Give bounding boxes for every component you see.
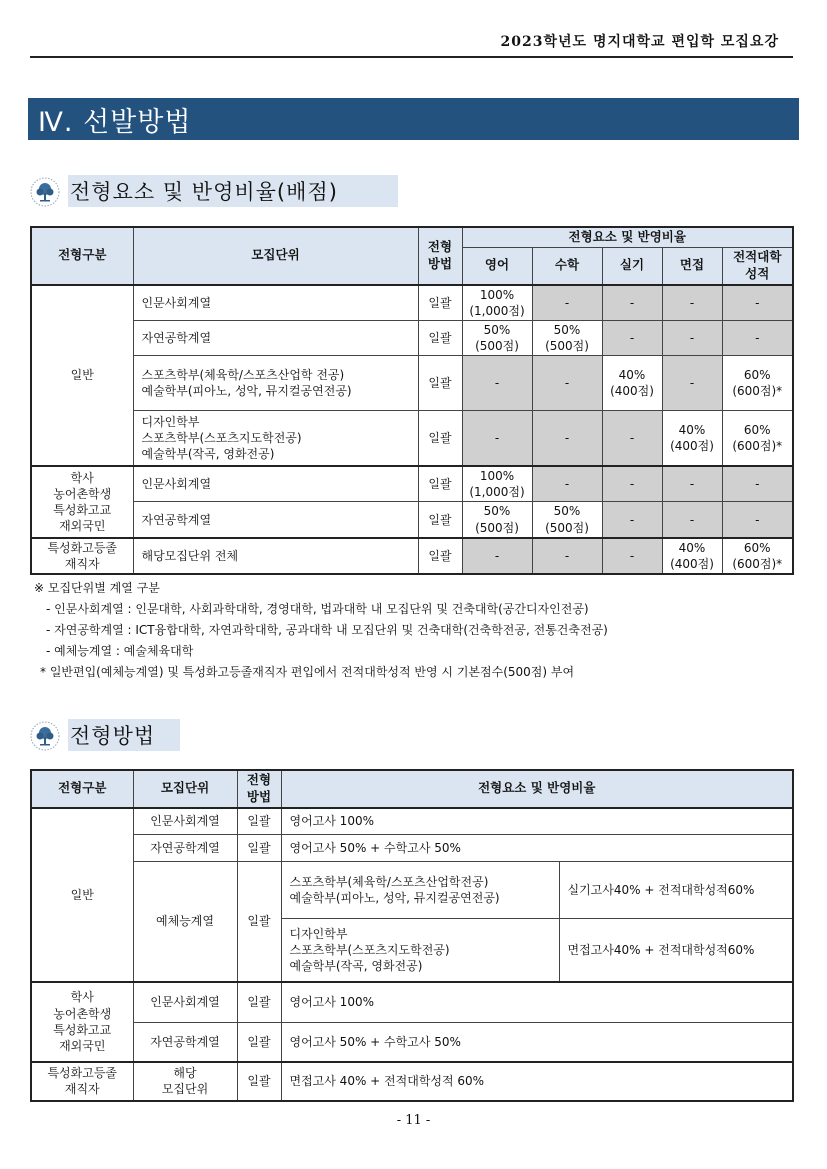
unit-cell: 인문사회계열 xyxy=(133,285,418,321)
method-cell: 일괄 xyxy=(418,538,462,574)
unit-cell: 인문사회계열 xyxy=(133,808,237,835)
math-cell: - xyxy=(532,538,602,574)
practical-cell: - xyxy=(602,321,662,356)
elements-cell: 실기고사40% + 전적대학성적60% xyxy=(559,862,793,919)
unit-cell: 인문사회계열 xyxy=(133,982,237,1023)
gpa-cell: 60% (600점)* xyxy=(722,411,793,466)
practical-cell: - xyxy=(602,285,662,321)
unit-cell: 해당 모집단위 xyxy=(133,1062,237,1101)
header-interview: 면접 xyxy=(662,247,722,284)
method-cell: 일괄 xyxy=(237,1023,281,1062)
math-cell: 50% (500점) xyxy=(532,502,602,538)
section-title-box xyxy=(68,175,398,207)
method-cell: 일괄 xyxy=(237,862,281,982)
interview-cell: - xyxy=(662,321,722,356)
header-method: 전형 방법 xyxy=(237,770,281,808)
table-row xyxy=(31,285,793,321)
english-cell: - xyxy=(462,538,532,574)
gpa-cell: 60% (600점)* xyxy=(722,538,793,574)
unit-cell: 스포츠학부(체육학/스포츠산업학 전공) 예술학부(피아노, 성악, 뮤지컬공연전공) xyxy=(133,356,418,411)
method-cell: 일괄 xyxy=(418,411,462,466)
english-cell: - xyxy=(462,356,532,411)
method-cell: 일괄 xyxy=(418,285,462,321)
elements-cell: 영어고사 100% xyxy=(281,808,793,835)
table-row xyxy=(31,1062,793,1101)
type-cell-worker: 특성화고등졸 재직자 xyxy=(31,538,133,574)
table-row xyxy=(31,982,793,1023)
unit-cell: 자연공학계열 xyxy=(133,1023,237,1062)
arts-sub-unit: 스포츠학부(체육학/스포츠산업학전공) 예술학부(피아노, 성악, 뮤지컬공연전공) xyxy=(281,862,559,919)
method-cell: 일괄 xyxy=(418,466,462,502)
elements-cell: 면접고사 40% + 전적대학성적 60% xyxy=(281,1062,793,1101)
gpa-cell: - xyxy=(722,466,793,502)
method-cell: 일괄 xyxy=(418,321,462,356)
table-row xyxy=(31,808,793,835)
notes xyxy=(34,578,608,683)
table-row xyxy=(31,466,793,502)
chapter-bar xyxy=(28,98,799,140)
unit-cell: 자연공학계열 xyxy=(133,835,237,862)
interview-cell: - xyxy=(662,466,722,502)
header-math: 수학 xyxy=(532,247,602,284)
table-row xyxy=(31,411,793,466)
header-gpa: 전적대학 성적 xyxy=(722,247,793,284)
gpa-cell: 60% (600점)* xyxy=(722,356,793,411)
english-cell: 50% (500점) xyxy=(462,502,532,538)
section-title: 전형방법 xyxy=(70,724,156,748)
section-title-box xyxy=(68,719,180,751)
table-row xyxy=(31,1023,793,1062)
table-row xyxy=(31,502,793,538)
gpa-cell: - xyxy=(722,285,793,321)
note-line: * 일반편입(예체능계열) 및 특성화고등졸재직자 편입에서 전적대학성적 반영 시 기본점수(500점) 부여 xyxy=(40,665,575,679)
selection-method-table xyxy=(30,769,794,1102)
type-cell-general: 일반 xyxy=(31,285,133,466)
type-cell-bachelor: 학사 농어촌학생 특성화고교 재외국민 xyxy=(31,466,133,538)
unit-cell: 자연공학계열 xyxy=(133,502,418,538)
elements-cell: 영어고사 100% xyxy=(281,982,793,1023)
method-cell: 일괄 xyxy=(237,835,281,862)
table-row xyxy=(31,862,793,919)
elements-cell: 영어고사 50% + 수학고사 50% xyxy=(281,835,793,862)
interview-cell: - xyxy=(662,356,722,411)
note-line: - 예체능계열 : 예술체육대학 xyxy=(46,644,194,658)
table-row xyxy=(31,835,793,862)
practical-cell: - xyxy=(602,502,662,538)
practical-cell: - xyxy=(602,538,662,574)
header-unit: 모집단위 xyxy=(133,227,418,285)
unit-cell-arts: 예체능계열 xyxy=(133,862,237,982)
type-cell-general: 일반 xyxy=(31,808,133,982)
arts-sub-unit: 디자인학부 스포츠학부(스포츠지도학전공) 예술학부(작곡, 영화전공) xyxy=(281,919,559,982)
math-cell: - xyxy=(532,356,602,411)
unit-cell: 해당모집단위 전체 xyxy=(133,538,418,574)
interview-cell: - xyxy=(662,502,722,538)
table-row xyxy=(31,356,793,411)
header-english: 영어 xyxy=(462,247,532,284)
page-number: - 11 - xyxy=(396,1113,431,1128)
header-practical: 실기 xyxy=(602,247,662,284)
practical-cell: - xyxy=(602,411,662,466)
unit-cell: 디자인학부 스포츠학부(스포츠지도학전공) 예술학부(작곡, 영화전공) xyxy=(133,411,418,466)
type-cell-bachelor: 학사 농어촌학생 특성화고교 재외국민 xyxy=(31,982,133,1062)
method-cell: 일괄 xyxy=(418,356,462,411)
header-unit: 모집단위 xyxy=(133,770,237,808)
type-cell-worker: 특성화고등졸 재직자 xyxy=(31,1062,133,1101)
document-title: 2023학년도 명지대학교 편입학 모집요강 xyxy=(500,34,779,50)
header-elements: 전형요소 및 반영비율 xyxy=(281,770,793,808)
interview-cell: - xyxy=(662,285,722,321)
note-line: - 인문사회계열 : 인문대학, 사회과학대학, 경영대학, 법과대학 내 모집단위 및 건축대학(공간디자인전공) xyxy=(46,602,589,616)
table-row xyxy=(31,538,793,574)
english-cell: 100% (1,000점) xyxy=(462,285,532,321)
note-line: - 자연공학계열 : ICT융합대학, 자연과학대학, 공과대학 내 모집단위 및 건축대학(건축학전공, 전통건축전공) xyxy=(46,623,608,637)
university-emblem-icon xyxy=(30,177,60,207)
english-cell: - xyxy=(462,411,532,466)
practical-cell: 40% (400점) xyxy=(602,356,662,411)
interview-cell: 40% (400점) xyxy=(662,411,722,466)
selection-ratio-table xyxy=(30,226,794,575)
note-line: ※ 모집단위별 계열 구분 xyxy=(34,581,160,595)
interview-cell: 40% (400점) xyxy=(662,538,722,574)
unit-cell: 인문사회계열 xyxy=(133,466,418,502)
header-type: 전형구분 xyxy=(31,227,133,285)
table-row xyxy=(31,321,793,356)
method-cell: 일괄 xyxy=(237,1062,281,1101)
math-cell: 50% (500점) xyxy=(532,321,602,356)
english-cell: 100% (1,000점) xyxy=(462,466,532,502)
math-cell: - xyxy=(532,466,602,502)
university-emblem-icon xyxy=(30,721,60,751)
method-cell: 일괄 xyxy=(418,502,462,538)
elements-cell: 영어고사 50% + 수학고사 50% xyxy=(281,1023,793,1062)
method-cell: 일괄 xyxy=(237,982,281,1023)
header-method: 전형 방법 xyxy=(418,227,462,285)
gpa-cell: - xyxy=(722,321,793,356)
method-cell: 일괄 xyxy=(237,808,281,835)
gpa-cell: - xyxy=(722,502,793,538)
page-header xyxy=(30,28,793,58)
chapter-title: Ⅳ. 선발방법 xyxy=(38,107,192,138)
math-cell: - xyxy=(532,285,602,321)
section-title: 전형요소 및 반영비율(배점) xyxy=(70,180,338,204)
math-cell: - xyxy=(532,411,602,466)
elements-cell: 면접고사40% + 전적대학성적60% xyxy=(559,919,793,982)
unit-cell: 자연공학계열 xyxy=(133,321,418,356)
header-elements-group: 전형요소 및 반영비율 xyxy=(462,227,793,247)
english-cell: 50% (500점) xyxy=(462,321,532,356)
header-type: 전형구분 xyxy=(31,770,133,808)
practical-cell: - xyxy=(602,466,662,502)
